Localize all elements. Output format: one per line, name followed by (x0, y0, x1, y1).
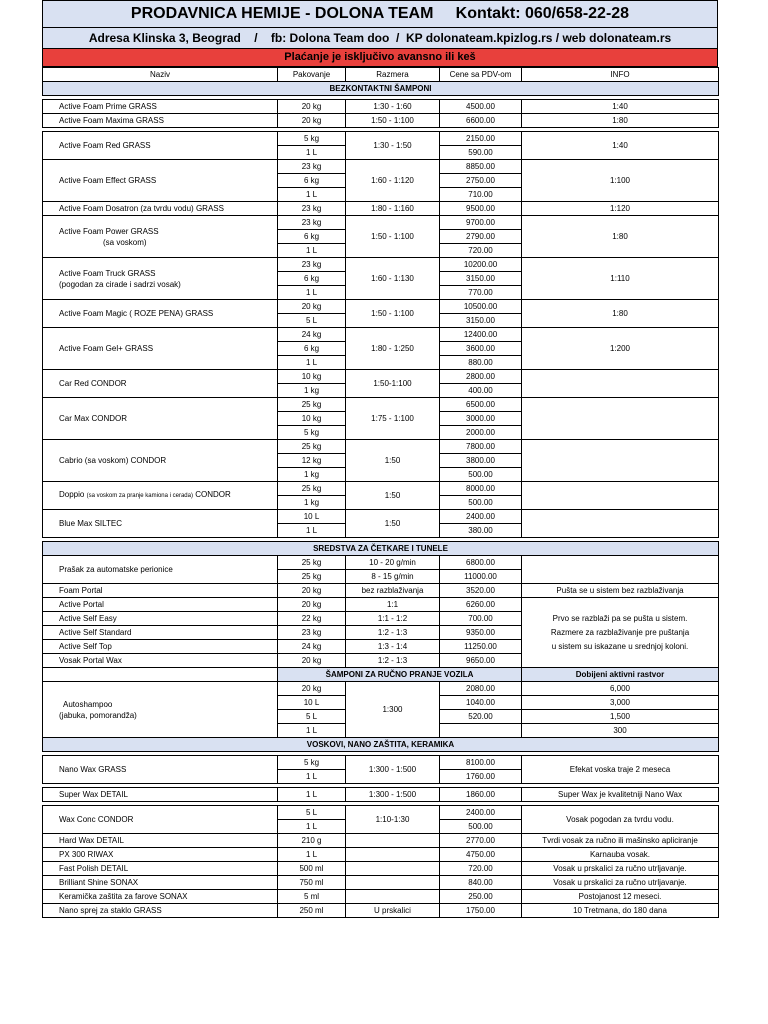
product-name: Blue Max SILTEC (43, 510, 278, 538)
price: 9350.00 (440, 626, 522, 640)
ratio: 1:50 (346, 510, 440, 538)
ratio: 1:50 - 1:100 (346, 300, 440, 328)
pack: 1 kg (278, 384, 346, 398)
price (440, 724, 522, 738)
pack: 1 kg (278, 468, 346, 482)
pack: 25 kg (278, 482, 346, 496)
ratio (346, 890, 440, 904)
price: 500.00 (440, 468, 522, 482)
pack: 1 L (278, 848, 346, 862)
price: 500.00 (440, 820, 522, 834)
price: 6600.00 (440, 114, 522, 128)
section-title: SREDSTVA ZA ČETKARE I TUNELE (43, 542, 719, 556)
price: 700.00 (440, 612, 522, 626)
table-row (43, 598, 719, 612)
price: 6800.00 (440, 556, 522, 570)
column-header-row (43, 68, 719, 82)
col-name: Naziv (43, 68, 278, 82)
product-name: Active Foam Effect GRASS (43, 160, 278, 202)
table-row (43, 258, 719, 272)
price: 7800.00 (440, 440, 522, 454)
info: Postojanost 12 meseci. (522, 890, 719, 904)
pack: 1 L (278, 286, 346, 300)
price: 9700.00 (440, 216, 522, 230)
section-header (43, 668, 719, 682)
price: 3150.00 (440, 272, 522, 286)
pack: 1 L (278, 820, 346, 834)
price: 6260.00 (440, 598, 522, 612)
pack: 6 kg (278, 272, 346, 286)
pack: 25 kg (278, 556, 346, 570)
pack: 25 kg (278, 570, 346, 584)
info: 1:80 (522, 216, 719, 258)
product-name: Super Wax DETAIL (43, 788, 278, 802)
info: 1:200 (522, 328, 719, 370)
pack: 1 L (278, 356, 346, 370)
ratio: 1:50 (346, 440, 440, 482)
product-name: Hard Wax DETAIL (43, 834, 278, 848)
price: 9500.00 (440, 202, 522, 216)
table-row (43, 584, 719, 598)
info: 6,000 (522, 682, 719, 696)
pack: 210 g (278, 834, 346, 848)
pack: 25 kg (278, 440, 346, 454)
price: 840.00 (440, 876, 522, 890)
product-name (43, 682, 278, 738)
price: 500.00 (440, 496, 522, 510)
ratio: 1:300 - 1:500 (346, 756, 440, 784)
product-name-note: (sa voskom) (103, 237, 147, 247)
product-name: Foam Portal (43, 584, 278, 598)
col-price: Cene sa PDV-om (440, 68, 522, 82)
ratio: 1:80 - 1:160 (346, 202, 440, 216)
ratio: 1:2 - 1:3 (346, 654, 440, 668)
product-name-note: (pogodan za cirade i sadrzi vosak) (59, 279, 181, 289)
col-pack: Pakovanje (278, 68, 346, 82)
info: Efekat voska traje 2 meseca (522, 756, 719, 784)
table-row (43, 834, 719, 848)
info: 1,500 (522, 710, 719, 724)
pack: 1 L (278, 188, 346, 202)
product-name-note: (jabuka, pomorandža) (59, 710, 137, 720)
info: 300 (522, 724, 719, 738)
price: 2400.00 (440, 806, 522, 820)
table-row (43, 300, 719, 314)
price: 400.00 (440, 384, 522, 398)
table-row (43, 904, 719, 918)
table-row (43, 890, 719, 904)
info (522, 440, 719, 482)
info-note (522, 598, 719, 668)
price: 1750.00 (440, 904, 522, 918)
info: 1:40 (522, 100, 719, 114)
ratio: 1:3 - 1:4 (346, 640, 440, 654)
price: 2000.00 (440, 426, 522, 440)
info (522, 556, 719, 584)
ratio: 1:50 - 1:100 (346, 216, 440, 258)
pack: 5 kg (278, 426, 346, 440)
ratio: 1:1 - 1:2 (346, 612, 440, 626)
pack: 23 kg (278, 626, 346, 640)
pack: 6 kg (278, 342, 346, 356)
info (522, 398, 719, 440)
info: 10 Tretmana, do 180 dana (522, 904, 719, 918)
product-name: Active Foam Gel+ GRASS (43, 328, 278, 370)
table-row (43, 114, 719, 128)
pack: 20 kg (278, 100, 346, 114)
price: 1760.00 (440, 770, 522, 784)
info: 1:40 (522, 132, 719, 160)
ratio: 1:2 - 1:3 (346, 626, 440, 640)
table-row (43, 876, 719, 890)
pack: 5 kg (278, 756, 346, 770)
table-row (43, 848, 719, 862)
pack: 6 kg (278, 174, 346, 188)
info (522, 370, 719, 398)
pack: 1 L (278, 770, 346, 784)
pack: 6 kg (278, 230, 346, 244)
product-name: Active Foam Red GRASS (43, 132, 278, 160)
pack: 10 kg (278, 370, 346, 384)
product-name (43, 258, 278, 300)
table-row (43, 370, 719, 384)
price: 2150.00 (440, 132, 522, 146)
table-row (43, 202, 719, 216)
product-name-main: Doppio (59, 490, 85, 499)
pack: 20 kg (278, 682, 346, 696)
info-line: Prvo se razblaži pa se pušta u sistem. (552, 613, 688, 623)
ratio (346, 834, 440, 848)
info-line: u sistem su iskazane u srednjoj koloni. (551, 641, 689, 651)
price: 1860.00 (440, 788, 522, 802)
col-info: INFO (522, 68, 719, 82)
pack: 750 ml (278, 876, 346, 890)
table-row (43, 100, 719, 114)
product-name: Brilliant Shine SONAX (43, 876, 278, 890)
section-title: ŠAMPONI ZA RUČNO PRANJE VOZILA (278, 668, 522, 682)
product-name-note: (sa voskom za pranje kamiona i cerada) (86, 493, 193, 499)
product-name: Active Foam Prime GRASS (43, 100, 278, 114)
price: 4500.00 (440, 100, 522, 114)
product-name: Active Foam Maxima GRASS (43, 114, 278, 128)
table-row (43, 132, 719, 146)
product-name: Car Max CONDOR (43, 398, 278, 440)
pack: 500 ml (278, 862, 346, 876)
price: 3150.00 (440, 314, 522, 328)
ratio: 10 - 20 g/min (346, 556, 440, 570)
section-header (43, 542, 719, 556)
section-header (43, 738, 719, 752)
price: 250.00 (440, 890, 522, 904)
table-row (43, 216, 719, 230)
ratio: 1:50 (346, 482, 440, 510)
pack: 20 kg (278, 300, 346, 314)
payment-notice: Plaćanje je isključivo avansno ili keš (42, 49, 718, 67)
info: Vosak u prskalici za ručno utrljavanje. (522, 862, 719, 876)
table-row (43, 788, 719, 802)
address-line: Adresa Klinska 3, Beograd / fb: Dolona Team doo / KP dolonateam.kpizlog.rs / web dolonateam.rs (42, 28, 718, 49)
ratio: 1:80 - 1:250 (346, 328, 440, 370)
price: 11000.00 (440, 570, 522, 584)
table-row (43, 682, 719, 696)
price: 2800.00 (440, 370, 522, 384)
info: Vosak u prskalici za ručno utrljavanje. (522, 876, 719, 890)
product-name-main: Autoshampoo (63, 699, 113, 709)
product-name-main: Active Foam Truck GRASS (59, 268, 156, 278)
product-name (43, 482, 278, 510)
page-title: PRODAVNICA HEMIJE - DOLONA TEAM Kontakt: 060/658-22-28 (42, 0, 718, 28)
product-name: Nano Wax GRASS (43, 756, 278, 784)
ratio: 1:50 - 1:100 (346, 114, 440, 128)
price: 880.00 (440, 356, 522, 370)
pack: 25 kg (278, 398, 346, 412)
info (522, 510, 719, 538)
product-name (43, 216, 278, 258)
info: Tvrdi vosak za ručno ili mašinsko apliciranje (522, 834, 719, 848)
price-list-sheet (42, 0, 718, 918)
price: 4750.00 (440, 848, 522, 862)
info: 3,000 (522, 696, 719, 710)
pack: 5 ml (278, 890, 346, 904)
table-row (43, 510, 719, 524)
table-row (43, 328, 719, 342)
price: 720.00 (440, 244, 522, 258)
section-title: BEZKONTAKTNI ŠAMPONI (43, 82, 719, 96)
product-name: Active Self Standard (43, 626, 278, 640)
price: 2770.00 (440, 834, 522, 848)
info: Super Wax je kvalitetniji Nano Wax (522, 788, 719, 802)
price: 590.00 (440, 146, 522, 160)
price: 2750.00 (440, 174, 522, 188)
product-name: Active Foam Magic ( ROZE PENA) GRASS (43, 300, 278, 328)
ratio: 1:300 - 1:500 (346, 788, 440, 802)
ratio: 1:60 - 1:130 (346, 258, 440, 300)
ratio: 1:60 - 1:120 (346, 160, 440, 202)
product-name: Keramička zaštita za farove SONAX (43, 890, 278, 904)
price: 2080.00 (440, 682, 522, 696)
ratio: 1:75 - 1:100 (346, 398, 440, 440)
pack: 20 kg (278, 584, 346, 598)
info: Karnauba vosak. (522, 848, 719, 862)
pack: 23 kg (278, 160, 346, 174)
table-row (43, 398, 719, 412)
ratio: bez razblaživanja (346, 584, 440, 598)
price: 520.00 (440, 710, 522, 724)
info: 1:80 (522, 300, 719, 328)
pack: 10 kg (278, 412, 346, 426)
price: 770.00 (440, 286, 522, 300)
price: 6500.00 (440, 398, 522, 412)
info: Pušta se u sistem bez razblaživanja (522, 584, 719, 598)
pack: 1 L (278, 788, 346, 802)
info-line: Razmere za razblaživanje pre puštanja (550, 627, 690, 637)
price: 1040.00 (440, 696, 522, 710)
price: 10500.00 (440, 300, 522, 314)
price: 12400.00 (440, 328, 522, 342)
price: 9650.00 (440, 654, 522, 668)
pack: 1 L (278, 244, 346, 258)
product-brand: CONDOR (195, 490, 231, 499)
ratio: 1:30 - 1:50 (346, 132, 440, 160)
table-row (43, 756, 719, 770)
price: 710.00 (440, 188, 522, 202)
ratio: 1:30 - 1:60 (346, 100, 440, 114)
ratio (346, 862, 440, 876)
product-name: Vosak Portal Wax (43, 654, 278, 668)
product-name-main: Active Foam Power GRASS (59, 226, 159, 236)
product-name: Fast Polish DETAIL (43, 862, 278, 876)
pack: 23 kg (278, 202, 346, 216)
table-row (43, 160, 719, 174)
pack: 20 kg (278, 598, 346, 612)
pack: 20 kg (278, 654, 346, 668)
pack: 24 kg (278, 328, 346, 342)
table-row (43, 440, 719, 454)
product-name: Active Self Top (43, 640, 278, 654)
info: 1:110 (522, 258, 719, 300)
price: 2790.00 (440, 230, 522, 244)
pack: 5 L (278, 806, 346, 820)
ratio (346, 848, 440, 862)
info: 1:120 (522, 202, 719, 216)
ratio: 1:50-1:100 (346, 370, 440, 398)
section-header (43, 82, 719, 96)
ratio: 1:1 (346, 598, 440, 612)
pack: 23 kg (278, 216, 346, 230)
info: Vosak pogodan za tvrdu vodu. (522, 806, 719, 834)
price: 3520.00 (440, 584, 522, 598)
section-info-title: Dobijeni aktivni rastvor (522, 668, 719, 682)
price: 10200.00 (440, 258, 522, 272)
pack: 12 kg (278, 454, 346, 468)
table-row (43, 556, 719, 570)
info (522, 482, 719, 510)
ratio: U prskalici (346, 904, 440, 918)
product-name: Active Portal (43, 598, 278, 612)
product-name: PX 300 RIWAX (43, 848, 278, 862)
pack: 23 kg (278, 258, 346, 272)
price: 3000.00 (440, 412, 522, 426)
pack: 1 L (278, 524, 346, 538)
price: 8850.00 (440, 160, 522, 174)
info: 1:100 (522, 160, 719, 202)
product-name: Nano sprej za staklo GRASS (43, 904, 278, 918)
price-table (42, 67, 719, 918)
price: 3600.00 (440, 342, 522, 356)
price: 3800.00 (440, 454, 522, 468)
section-title: VOSKOVI, NANO ZAŠTITA, KERAMIKA (43, 738, 719, 752)
pack: 10 L (278, 510, 346, 524)
ratio: 8 - 15 g/min (346, 570, 440, 584)
product-name: Active Foam Dosatron (za tvrdu vodu) GRASS (43, 202, 278, 216)
pack: 1 kg (278, 496, 346, 510)
product-name: Active Self Easy (43, 612, 278, 626)
ratio (346, 876, 440, 890)
col-ratio: Razmera (346, 68, 440, 82)
price: 8100.00 (440, 756, 522, 770)
price: 11250.00 (440, 640, 522, 654)
ratio: 1:10-1:30 (346, 806, 440, 834)
pack: 20 kg (278, 114, 346, 128)
product-name: Cabrio (sa voskom) CONDOR (43, 440, 278, 482)
product-name: Car Red CONDOR (43, 370, 278, 398)
ratio: 1:300 (346, 682, 440, 738)
table-row (43, 862, 719, 876)
pack: 10 L (278, 696, 346, 710)
price: 8000.00 (440, 482, 522, 496)
pack: 1 L (278, 724, 346, 738)
pack: 250 ml (278, 904, 346, 918)
price: 380.00 (440, 524, 522, 538)
table-row (43, 482, 719, 496)
pack: 5 L (278, 314, 346, 328)
price: 720.00 (440, 862, 522, 876)
info: 1:80 (522, 114, 719, 128)
pack: 5 L (278, 710, 346, 724)
table-row (43, 806, 719, 820)
product-name: Prašak za automatske perionice (43, 556, 278, 584)
price: 2400.00 (440, 510, 522, 524)
pack: 5 kg (278, 132, 346, 146)
pack: 24 kg (278, 640, 346, 654)
product-name: Wax Conc CONDOR (43, 806, 278, 834)
pack: 22 kg (278, 612, 346, 626)
pack: 1 L (278, 146, 346, 160)
